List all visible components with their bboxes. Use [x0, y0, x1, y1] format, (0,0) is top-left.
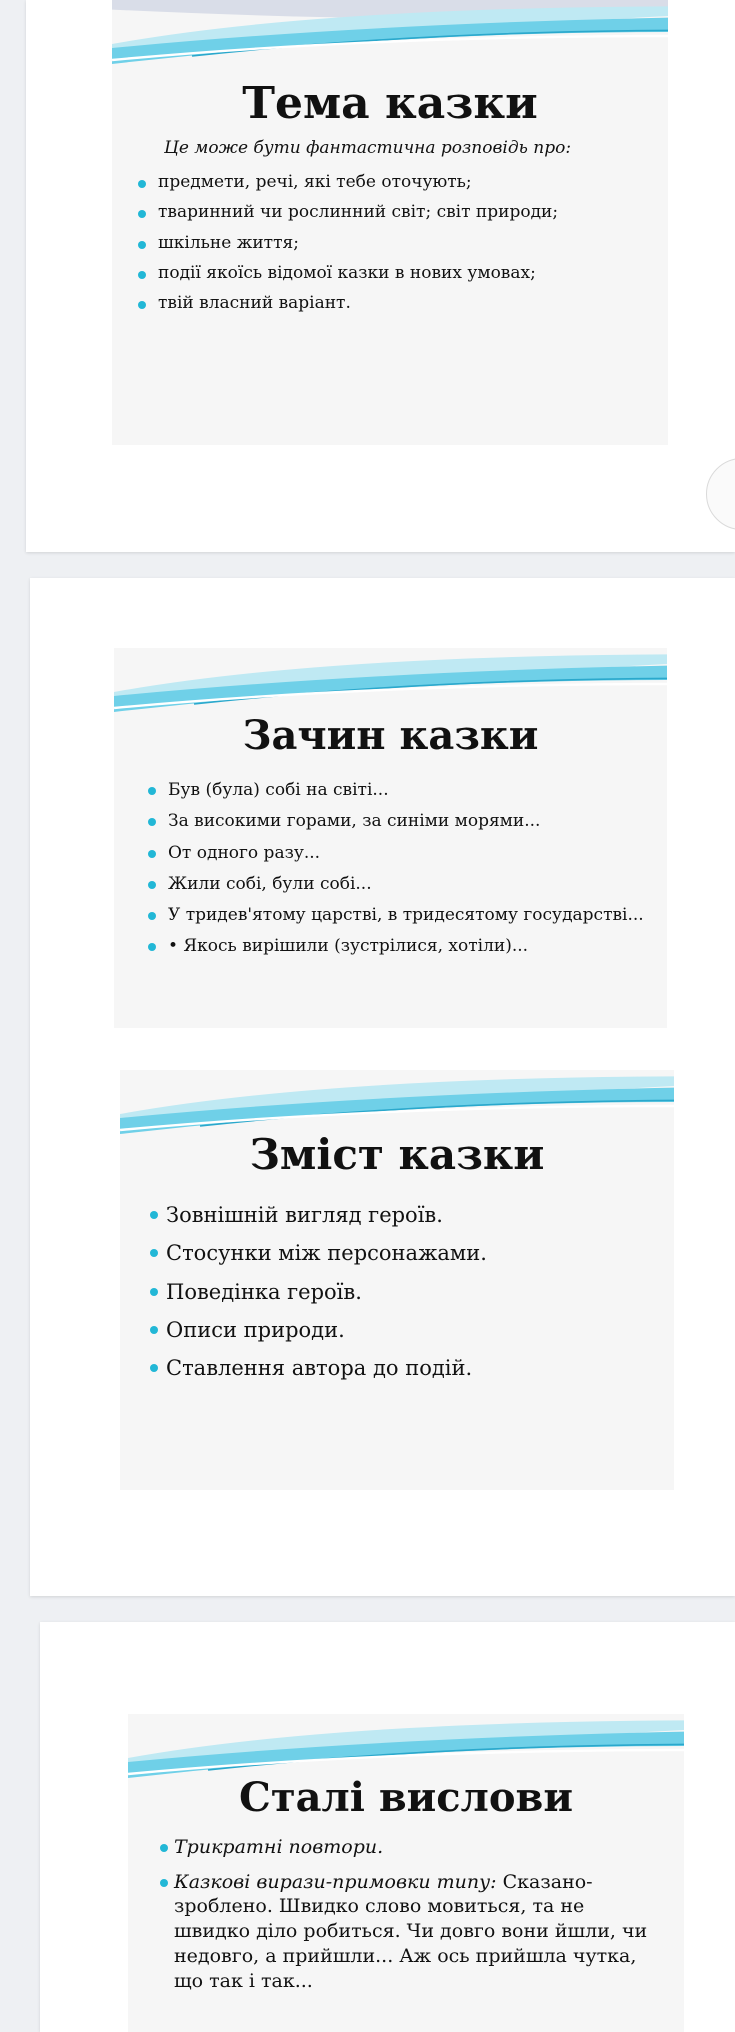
list-item: У тридев'ятому царстві, в тридесятому государстві...	[146, 905, 646, 926]
document-page-2	[30, 578, 735, 1596]
scroll-handle[interactable]	[706, 458, 735, 530]
list-item: Описи природи.	[150, 1317, 487, 1343]
bullet-icon	[150, 1288, 158, 1296]
bullet-list	[136, 172, 558, 314]
bullet-icon	[148, 881, 156, 889]
bullet-icon	[148, 787, 156, 795]
bullet-icon	[150, 1249, 158, 1257]
list-item: За високими горами, за синіми морями...	[146, 811, 646, 832]
bullet-icon	[138, 241, 146, 249]
list-item: Жили собі, були собі...	[146, 874, 646, 895]
bullet-icon	[138, 271, 146, 279]
slide-title: Тема казки	[242, 78, 538, 129]
bullet-icon	[138, 210, 146, 218]
slide-title: Зміст казки	[249, 1130, 545, 1179]
bullet-icon	[150, 1326, 158, 1334]
list-item: шкільне життя;	[136, 233, 558, 254]
slide-zachyn	[114, 648, 667, 1028]
document-page-1	[26, 0, 735, 552]
slide-stali-vyslovy	[128, 1714, 684, 2032]
list-item: твій власний варіант.	[136, 293, 558, 314]
bullet-list	[150, 1202, 487, 1381]
list-item: Стосунки між персонажами.	[150, 1240, 487, 1266]
bullet-list	[160, 1836, 660, 1993]
list-item: Трикратні повтори.	[160, 1836, 660, 1860]
list-item: Зовнішній вигляд героїв.	[150, 1202, 487, 1228]
slide-wave-decoration	[112, 0, 668, 80]
list-item: тваринний чи рослинний світ; світ природи;	[136, 202, 558, 223]
bullet-icon	[148, 912, 156, 920]
bullet-icon	[148, 818, 156, 826]
list-item: Казкові вирази-примовки типу: Сказано-зроблено. Швидко слово мовиться, та не швидко діло робиться. Чи довго вони йшли, чи недовго, а прийшли... Аж ось прийшла чутка, що так і так...	[160, 1870, 660, 1993]
bullet-icon	[148, 850, 156, 858]
bullet-icon	[150, 1364, 158, 1372]
slide-title: Зачин казки	[242, 712, 539, 759]
slide-zmist	[120, 1070, 674, 1490]
list-item: події якоїсь відомої казки в нових умовах;	[136, 263, 558, 284]
document-page-3	[40, 1622, 735, 2032]
list-item: Був (була) собі на світі...	[146, 780, 646, 801]
list-item: Поведінка героїв.	[150, 1279, 487, 1305]
bullet-icon	[150, 1211, 158, 1219]
bullet-icon	[160, 1879, 168, 1887]
slide-title: Сталі вислови	[238, 1774, 574, 1821]
bullet-list	[146, 780, 646, 958]
bullet-icon	[148, 943, 156, 951]
bullet-icon	[138, 301, 146, 309]
slide-intro: Це може бути фантастична розповідь про:	[164, 138, 572, 158]
list-item: Ставлення автора до подій.	[150, 1355, 487, 1381]
list-item: предмети, речі, які тебе оточують;	[136, 172, 558, 193]
slide-tema	[112, 0, 668, 445]
bullet-icon	[138, 180, 146, 188]
list-item: От одного разу...	[146, 843, 646, 864]
bullet-icon	[160, 1844, 168, 1852]
list-item: • Якось вирішили (зустрілися, хотіли)...	[146, 936, 646, 957]
